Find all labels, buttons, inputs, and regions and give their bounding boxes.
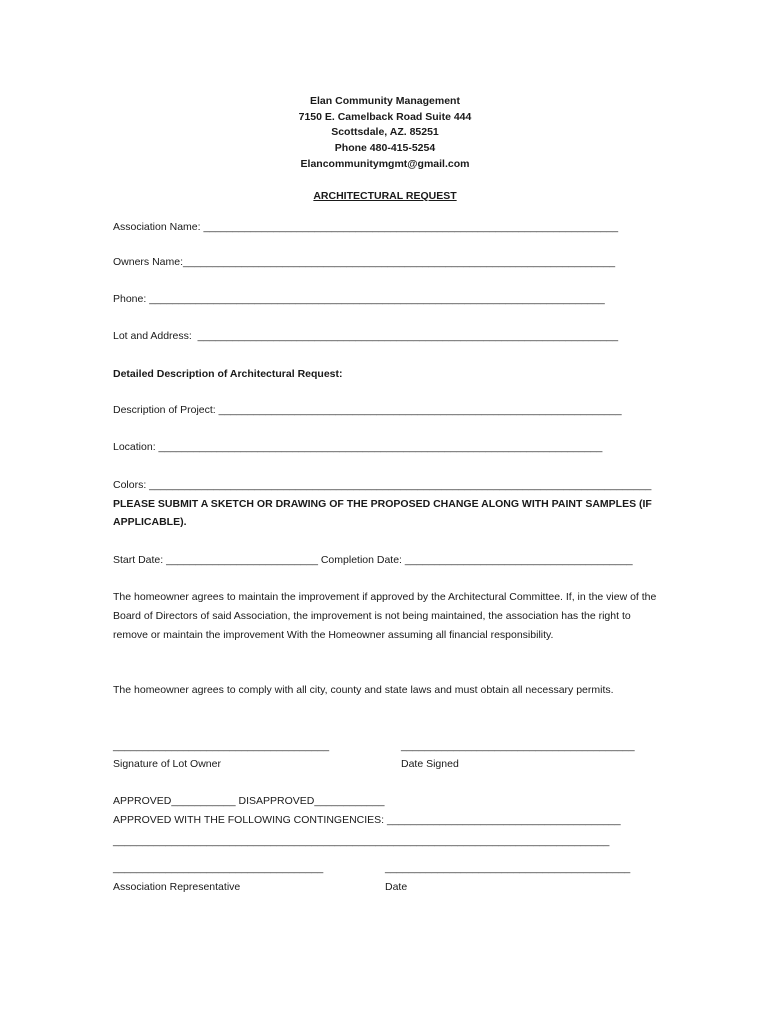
approval-status-line[interactable]: APPROVED___________ DISAPPROVED____________ — [113, 795, 385, 807]
maintenance-paragraph: The homeowner agrees to maintain the improvement if approved by the Architectural Committee. If, in the view of the Board of Directors of said Association, the improvement is not being maintained, the association has the right to remove or maintain the improvement With the Homeowner assuming all financial responsibility. — [113, 591, 657, 641]
representative-label: Association Representative — [113, 881, 241, 893]
company-name: Elan Community Management — [310, 95, 460, 107]
sketch-notice-line2: APPLICABLE). — [113, 516, 187, 528]
dates-field[interactable]: Start Date: __________________________ Completion Date: _______________________________________ — [113, 554, 633, 566]
location-field[interactable]: Location: ____________________________________________________________________________ — [113, 441, 603, 453]
form-title: ARCHITECTURAL REQUEST — [313, 190, 457, 202]
representative-date-label: Date — [385, 881, 408, 893]
project-description-field[interactable]: Description of Project: _____________________________________________________________________ — [113, 404, 622, 416]
association-name-field[interactable]: Association Name: _______________________________________________________________________ — [113, 221, 619, 233]
owners-name-field[interactable]: Owners Name:__________________________________________________________________________ — [113, 256, 616, 268]
date-signed-line[interactable]: ________________________________________ — [401, 740, 635, 752]
company-address: 7150 E. Camelback Road Suite 444 — [298, 111, 472, 123]
representative-date-line[interactable]: __________________________________________ — [385, 862, 631, 874]
representative-signature-line[interactable]: ____________________________________ — [113, 862, 324, 874]
compliance-paragraph: The homeowner agrees to comply with all city, county and state laws and must obtain all necessary permits. — [113, 684, 614, 696]
sketch-notice-line1: PLEASE SUBMIT A SKETCH OR DRAWING OF THE PROPOSED CHANGE ALONG WITH PAINT SAMPLES (IF — [113, 498, 652, 510]
date-signed-label: Date Signed — [401, 758, 459, 770]
company-phone: Phone 480-415-5254 — [334, 142, 436, 154]
colors-field[interactable]: Colors: ______________________________________________________________________________________ — [113, 479, 652, 491]
contingencies-line[interactable]: APPROVED WITH THE FOLLOWING CONTINGENCIES: ________________________________________ — [113, 814, 621, 826]
company-city: Scottsdale, AZ. 85251 — [331, 126, 439, 138]
owner-signature-line[interactable]: _____________________________________ — [113, 740, 330, 752]
lot-address-field[interactable]: Lot and Address: ________________________________________________________________________ — [113, 330, 619, 342]
owner-signature-label: Signature of Lot Owner — [113, 758, 221, 770]
contingencies-blank-line[interactable]: _____________________________________________________________________________________ — [113, 835, 610, 847]
company-email: Elancommunitymgmt@gmail.com — [300, 158, 470, 170]
phone-field[interactable]: Phone: ______________________________________________________________________________ — [113, 293, 605, 305]
description-heading: Detailed Description of Architectural Request: — [113, 368, 343, 380]
